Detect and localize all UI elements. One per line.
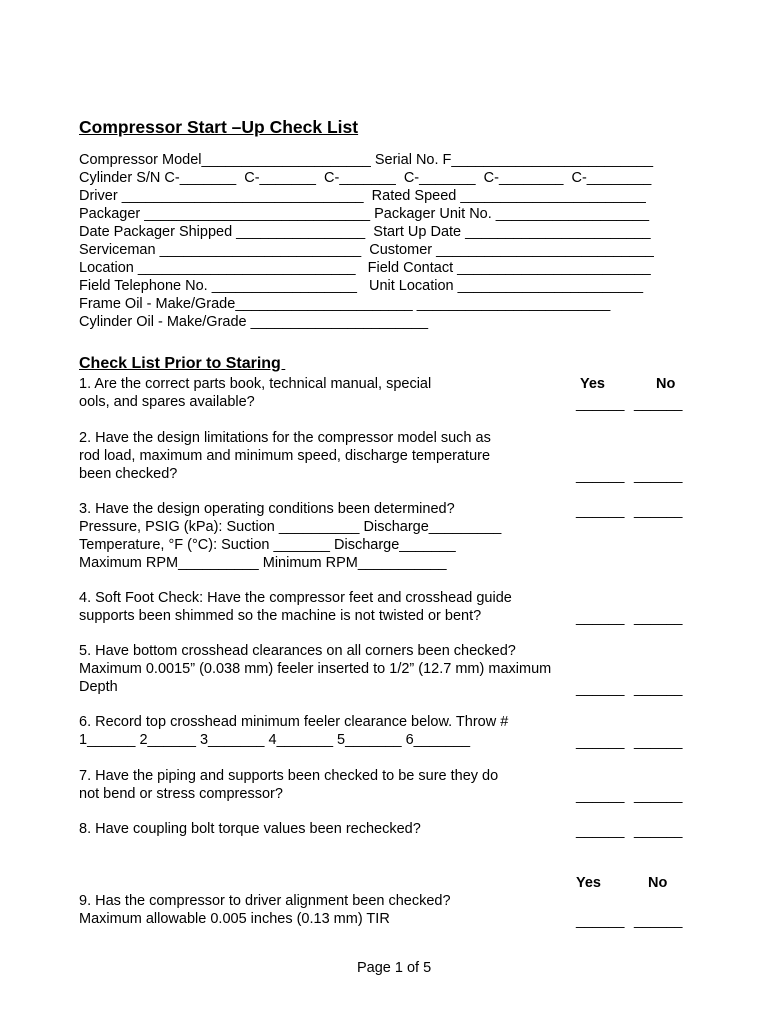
field-location: Location ___________________________ Field Contact ________________________ (79, 260, 651, 276)
question-line: been checked? (79, 466, 178, 482)
no-answer-blank: ______ (634, 734, 683, 750)
yes-answer-blank: ______ (576, 468, 625, 484)
question-line: 3. Have the design operating conditions been determined? (79, 501, 455, 517)
yes-answer-blank: ______ (576, 734, 625, 750)
field-compressor-model: Compressor Model_____________________ Serial No. F_________________________ (79, 152, 654, 168)
question-line: supports been shimmed so the machine is not twisted or bent? (79, 608, 482, 624)
yes-answer-blank: ______ (576, 913, 625, 929)
yes-answer-blank: ______ (576, 823, 625, 839)
no-answer-blank: ______ (634, 913, 683, 929)
question-line: 7. Have the piping and supports been checked to be sure they do (79, 768, 499, 784)
yes-header: Yes (580, 376, 605, 392)
field-telephone: Field Telephone No. __________________ Unit Location _______________________ (79, 278, 644, 294)
field-cylinder-sn: Cylinder S/N C-_______ C-_______ C-_______ C-_______ C-________ C-________ (79, 170, 652, 186)
yes-answer-blank: ______ (576, 681, 625, 697)
no-answer-blank: ______ (634, 788, 683, 804)
field-date-shipped: Date Packager Shipped ________________ Start Up Date _______________________ (79, 224, 651, 240)
question-line: 2. Have the design limitations for the compressor model such as (79, 430, 491, 446)
field-driver: Driver ______________________________ Rated Speed _______________________ (79, 188, 646, 204)
yes-answer-blank: ______ (576, 503, 625, 519)
no-answer-blank: ______ (634, 681, 683, 697)
no-answer-blank: ______ (634, 396, 683, 412)
document-title: Compressor Start –Up Check List (79, 117, 359, 137)
question-line: ools, and spares available? (79, 394, 255, 410)
field-frame-oil: Frame Oil - Make/Grade______________________ ________________________ (79, 296, 611, 312)
section-title: Check List Prior to Staring (79, 355, 286, 372)
question-line: Maximum RPM__________ Minimum RPM___________ (79, 555, 447, 571)
question-line: rod load, maximum and minimum speed, discharge temperature (79, 448, 491, 464)
yes-answer-blank: ______ (576, 788, 625, 804)
question-line: Maximum allowable 0.005 inches (0.13 mm) TIR (79, 911, 390, 927)
page-footer: Page 1 of 5 (357, 960, 432, 976)
question-line: Temperature, °F (°C): Suction _______ Discharge_______ (79, 537, 456, 553)
field-cylinder-oil: Cylinder Oil - Make/Grade ______________________ (79, 314, 429, 330)
question-line: 9. Has the compressor to driver alignment been checked? (79, 893, 451, 909)
question-line: 1. Are the correct parts book, technical manual, special (79, 376, 432, 392)
question-line: 4. Soft Foot Check: Have the compressor feet and crosshead guide (79, 590, 512, 606)
question-line: Pressure, PSIG (kPa): Suction __________ Discharge_________ (79, 519, 502, 535)
field-packager: Packager ____________________________ Packager Unit No. ___________________ (79, 206, 650, 222)
field-serviceman: Serviceman _________________________ Customer ___________________________ (79, 242, 654, 258)
no-answer-blank: ______ (634, 610, 683, 626)
question-line: 8. Have coupling bolt torque values been rechecked? (79, 821, 421, 837)
question-line: Depth (79, 679, 118, 695)
question-line: Maximum 0.0015” (0.038 mm) feeler inserted to 1/2” (12.7 mm) maximum (79, 661, 552, 677)
question-line: not bend or stress compressor? (79, 786, 283, 802)
no-header-2: No (648, 875, 668, 891)
yes-answer-blank: ______ (576, 396, 625, 412)
no-answer-blank: ______ (634, 503, 683, 519)
yes-header-2: Yes (576, 875, 601, 891)
question-line: 1______ 2______ 3_______ 4_______ 5_______ 6_______ (79, 732, 471, 748)
no-answer-blank: ______ (634, 823, 683, 839)
question-line: 5. Have bottom crosshead clearances on all corners been checked? (79, 643, 516, 659)
no-header: No (656, 376, 676, 392)
no-answer-blank: ______ (634, 468, 683, 484)
question-line: 6. Record top crosshead minimum feeler clearance below. Throw # (79, 714, 509, 730)
yes-answer-blank: ______ (576, 610, 625, 626)
